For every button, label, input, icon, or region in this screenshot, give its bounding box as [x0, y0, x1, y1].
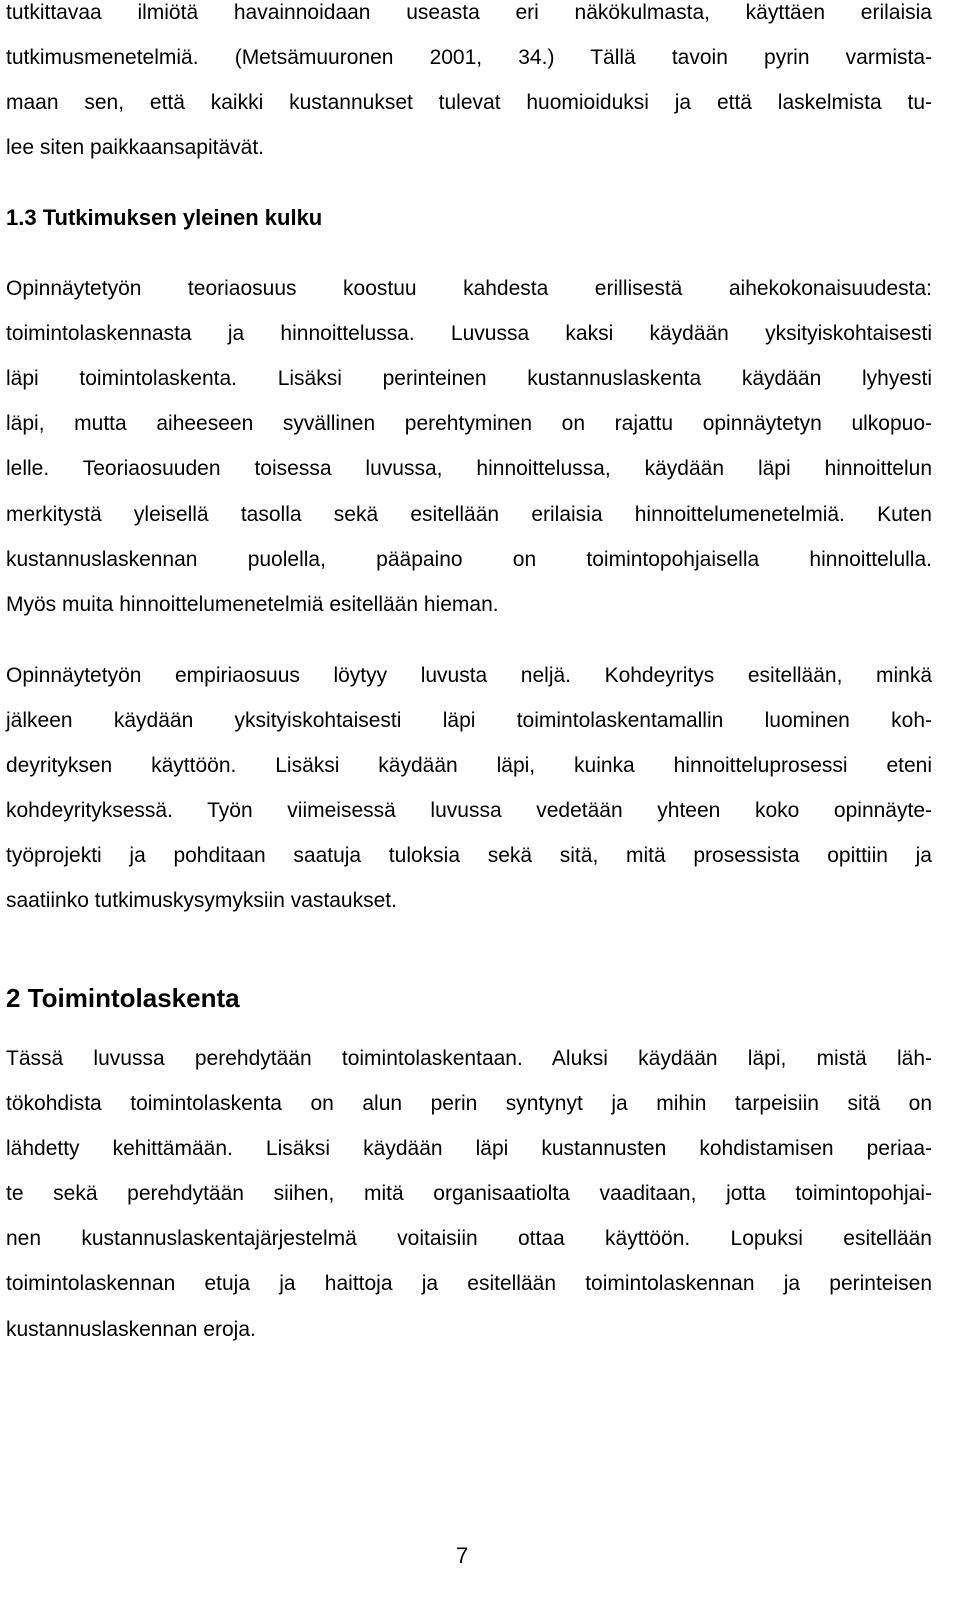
s13-p1-line-8: Myös muita hinnoittelumenetelmiä esitellään hieman.	[6, 593, 499, 616]
intro-line-4: lee siten paikkaansapitävät.	[6, 136, 264, 159]
s13-p2-line-4: kohdeyrityksessä. Työn viimeisessä luvussa vedetään yhteen koko opinnäyte-	[6, 799, 932, 822]
s13-p1-line-5: lelle. Teoriaosuuden toisessa luvussa, hinnoittelussa, käydään läpi hinnoittelun	[6, 457, 932, 480]
ch2-line-4: te sekä perehdytään siihen, mitä organisaatiolta vaaditaan, jotta toimintopohjai-	[6, 1182, 932, 1205]
ch2-line-5: nen kustannuslaskentajärjestelmä voitaisiin ottaa käyttöön. Lopuksi esitellään	[6, 1227, 932, 1250]
ch2-line-3: lähdetty kehittämään. Lisäksi käydään läpi kustannusten kohdistamisen periaa-	[6, 1137, 932, 1160]
s13-p2-line-6: saatiinko tutkimuskysymyksiin vastaukset.	[6, 889, 397, 912]
page-number: 7	[456, 1543, 469, 1568]
ch2-line-2: tökohdista toimintolaskenta on alun perin syntynyt ja mihin tarpeisiin sitä on	[6, 1092, 932, 1115]
s13-p1-line-7: kustannuslaskennan puolella, pääpaino on toimintopohjaisella hinnoittelulla.	[6, 548, 932, 571]
s13-p1-line-2: toimintolaskennasta ja hinnoittelussa. Luvussa kaksi käydään yksityiskohtaisesti	[6, 322, 932, 345]
intro-line-1: tutkittavaa ilmiötä havainnoidaan useasta eri näkökulmasta, käyttäen erilaisia	[6, 1, 932, 24]
intro-line-2: tutkimusmenetelmiä. (Metsämuuronen 2001, 34.) Tällä tavoin pyrin varmista-	[6, 46, 932, 69]
s13-p1-line-3: läpi toimintolaskenta. Lisäksi perinteinen kustannuslaskenta käydään lyhyesti	[6, 367, 932, 390]
s13-p1-line-1: Opinnäytetyön teoriaosuus koostuu kahdesta erillisestä aihekokonaisuudesta:	[6, 277, 932, 300]
s13-p2-line-1: Opinnäytetyön empiriaosuus löytyy luvusta neljä. Kohdeyritys esitellään, minkä	[6, 664, 932, 687]
ch2-line-1: Tässä luvussa perehdytään toimintolaskentaan. Aluksi käydään läpi, mistä läh-	[6, 1047, 932, 1070]
ch2-line-7: kustannuslaskennan eroja.	[6, 1318, 256, 1341]
s13-p2-line-2: jälkeen käydään yksityiskohtaisesti läpi toimintolaskentamallin luominen koh-	[6, 709, 932, 732]
intro-line-3: maan sen, että kaikki kustannukset tulevat huomioiduksi ja että laskelmista tu-	[6, 91, 932, 114]
section-1-3-heading: 1.3 Tutkimuksen yleinen kulku	[6, 205, 323, 230]
s13-p2-line-3: deyrityksen käyttöön. Lisäksi käydään läpi, kuinka hinnoitteluprosessi eteni	[6, 754, 932, 777]
s13-p1-line-6: merkitystä yleisellä tasolla sekä esitellään erilaisia hinnoittelumenetelmiä. Kuten	[6, 503, 932, 526]
ch2-line-6: toimintolaskennan etuja ja haittoja ja esitellään toimintolaskennan ja perinteisen	[6, 1272, 932, 1295]
chapter-2-heading: 2 Toimintolaskenta	[6, 983, 240, 1013]
s13-p1-line-4: läpi, mutta aiheeseen syvällinen perehtyminen on rajattu opinnäytetyn ulkopuo-	[6, 412, 932, 435]
s13-p2-line-5: työprojekti ja pohditaan saatuja tuloksia sekä sitä, mitä prosessista opittiin ja	[6, 844, 932, 867]
